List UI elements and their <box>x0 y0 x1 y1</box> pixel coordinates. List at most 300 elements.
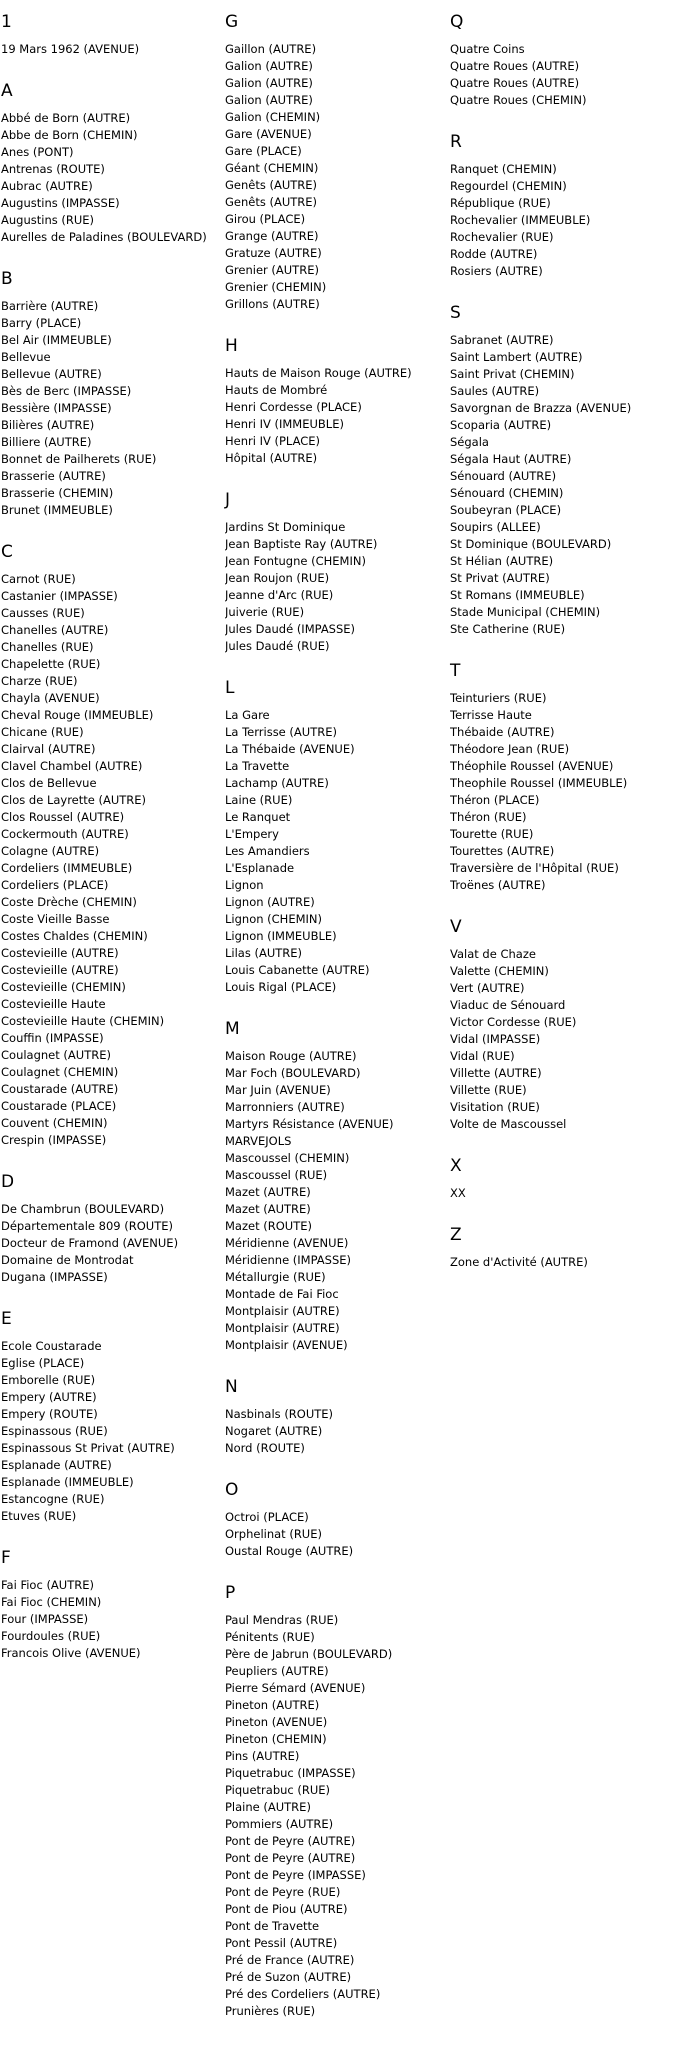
street-link[interactable]: Ste Catherine (RUE) <box>450 622 566 636</box>
list-item <box>450 212 672 229</box>
street-link[interactable]: Lignon (IMMEUBLE) <box>225 929 337 943</box>
list-item <box>225 194 445 211</box>
street-link[interactable]: Galion (AUTRE) <box>225 59 313 73</box>
street-link[interactable]: L'Esplanade <box>225 861 295 875</box>
street-link[interactable]: Savorgnan de Brazza (AVENUE) <box>450 401 632 415</box>
section-letter-heading: O <box>225 1480 239 1500</box>
street-link[interactable]: Bessière (IMPASSE) <box>1 401 112 415</box>
street-link[interactable]: Mascoussel (RUE) <box>225 1168 328 1182</box>
list-item <box>1 656 221 673</box>
list-item <box>1 996 221 1013</box>
street-link[interactable]: Costevieille (AUTRE) <box>1 963 119 977</box>
street-link[interactable]: Grange (AUTRE) <box>225 229 319 243</box>
street-link[interactable]: Nogaret (AUTRE) <box>225 1424 323 1438</box>
street-link[interactable]: Hauts de Mombré <box>225 383 328 397</box>
street-link[interactable]: Vert (AUTRE) <box>450 981 525 995</box>
street-link[interactable]: Henri IV (PLACE) <box>225 434 321 448</box>
street-link[interactable]: Teinturiers (RUE) <box>450 691 547 705</box>
street-link[interactable]: Costevieille Haute <box>1 997 106 1011</box>
list-item <box>225 843 445 860</box>
street-link[interactable]: Volte de Mascoussel <box>450 1117 567 1131</box>
street-link[interactable]: Vidal (IMPASSE) <box>450 1032 541 1046</box>
street-link[interactable]: Chayla (AVENUE) <box>1 691 100 705</box>
street-link[interactable]: Barry (PLACE) <box>1 316 82 330</box>
list-item <box>225 809 445 826</box>
street-link[interactable]: Terrisse Haute <box>450 708 532 722</box>
street-list <box>450 1185 672 1202</box>
street-link[interactable]: Coulagnet (CHEMIN) <box>1 1065 119 1079</box>
street-link[interactable]: Mazet (AUTRE) <box>225 1202 311 1216</box>
street-link[interactable]: Jules Daudé (RUE) <box>225 639 330 653</box>
list-item <box>450 434 672 451</box>
street-link[interactable]: Quatre Roues (AUTRE) <box>450 76 580 90</box>
street-list <box>225 1048 445 1354</box>
street-link[interactable]: Henri IV (IMMEUBLE) <box>225 417 344 431</box>
street-link[interactable]: Domaine de Montrodat <box>1 1253 134 1267</box>
list-item <box>225 775 445 792</box>
street-link[interactable]: Carnot (RUE) <box>1 572 76 586</box>
street-link[interactable]: Chapelette (RUE) <box>1 657 101 671</box>
list-item <box>225 1184 445 1201</box>
street-link[interactable]: Pont de Peyre (IMPASSE) <box>225 1868 366 1882</box>
list-item <box>450 826 672 843</box>
street-link[interactable]: Causses (RUE) <box>1 606 85 620</box>
street-link[interactable]: Tourette (RUE) <box>450 827 534 841</box>
letter-section <box>450 1156 672 1202</box>
street-link[interactable]: Antrenas (ROUTE) <box>1 162 105 176</box>
street-link[interactable]: Pont de Peyre (AUTRE) <box>225 1834 356 1848</box>
street-link[interactable]: Empery (ROUTE) <box>1 1407 98 1421</box>
street-link[interactable]: Clos Roussel (AUTRE) <box>1 810 125 824</box>
street-link[interactable]: Abbe de Born (CHEMIN) <box>1 128 138 142</box>
street-link[interactable]: Aurelles de Paladines (BOULEVARD) <box>1 230 207 244</box>
street-link[interactable]: Stade Municipal (CHEMIN) <box>450 605 601 619</box>
street-link[interactable]: Pré des Cordeliers (AUTRE) <box>225 1987 381 2001</box>
street-link[interactable]: Sabranet (AUTRE) <box>450 333 554 347</box>
street-link[interactable]: Brunet (IMMEUBLE) <box>1 503 113 517</box>
street-link[interactable]: Clos de Layrette (AUTRE) <box>1 793 147 807</box>
list-item <box>225 1918 445 1935</box>
street-link[interactable]: Laine (RUE) <box>225 793 293 807</box>
street-link[interactable]: Girou (PLACE) <box>225 212 306 226</box>
street-link[interactable]: La Travette <box>225 759 290 773</box>
list-item <box>1 502 221 519</box>
list-item <box>225 1612 445 1629</box>
street-link[interactable]: Couvent (CHEMIN) <box>1 1116 108 1130</box>
street-link[interactable]: Jean Fontugne (CHEMIN) <box>225 554 366 568</box>
street-link[interactable]: Grenier (CHEMIN) <box>225 280 327 294</box>
street-link[interactable]: Bellevue (AUTRE) <box>1 367 102 381</box>
letter-section <box>450 303 672 638</box>
list-item <box>1 127 221 144</box>
list-item <box>1 792 221 809</box>
street-link[interactable]: Juiverie (RUE) <box>225 605 305 619</box>
letter-section <box>225 1377 445 1457</box>
street-link[interactable]: Cockermouth (AUTRE) <box>1 827 129 841</box>
list-item <box>225 1816 445 1833</box>
street-link[interactable]: Clairval (AUTRE) <box>1 742 96 756</box>
street-link[interactable]: L'Empery <box>225 827 279 841</box>
list-item <box>1 110 221 127</box>
street-link[interactable]: Troënes (AUTRE) <box>450 878 546 892</box>
street-link[interactable]: Rochevalier (RUE) <box>450 230 554 244</box>
street-link[interactable]: Quatre Roues (CHEMIN) <box>450 93 587 107</box>
street-link[interactable]: Mar Juin (AVENUE) <box>225 1083 331 1097</box>
street-link[interactable]: Peupliers (AUTRE) <box>225 1664 329 1678</box>
street-link[interactable]: Thébaide (AUTRE) <box>450 725 555 739</box>
street-link[interactable]: Coste Vieille Basse <box>1 912 110 926</box>
street-link[interactable]: Estancogne (RUE) <box>1 1492 105 1506</box>
street-link[interactable]: Martyrs Résistance (AVENUE) <box>225 1117 394 1131</box>
street-link[interactable]: Pierre Sémard (AVENUE) <box>225 1681 366 1695</box>
street-link[interactable]: Pont de Piou (AUTRE) <box>225 1902 348 1916</box>
street-link[interactable]: Jeanne d'Arc (RUE) <box>225 588 334 602</box>
street-link[interactable]: De Chambrun (BOULEVARD) <box>1 1202 165 1216</box>
street-link[interactable]: Pommiers (AUTRE) <box>225 1817 334 1831</box>
street-link[interactable]: Aubrac (AUTRE) <box>1 179 93 193</box>
street-link[interactable]: Géant (CHEMIN) <box>225 161 319 175</box>
street-link[interactable]: Gare (PLACE) <box>225 144 302 158</box>
street-link[interactable]: Méridienne (AVENUE) <box>225 1236 349 1250</box>
street-link[interactable]: XX <box>450 1186 466 1200</box>
list-item <box>225 1731 445 1748</box>
street-link[interactable]: Louis Rigal (PLACE) <box>225 980 337 994</box>
street-link[interactable]: Oustal Rouge (AUTRE) <box>225 1544 354 1558</box>
street-link[interactable]: République (RUE) <box>450 196 551 210</box>
street-link[interactable]: Barrière (AUTRE) <box>1 299 99 313</box>
street-link[interactable]: Louis Cabanette (AUTRE) <box>225 963 370 977</box>
street-link[interactable]: 19 Mars 1962 (AVENUE) <box>1 42 140 56</box>
street-link[interactable]: Jean Roujon (RUE) <box>225 571 330 585</box>
list-item <box>225 1543 445 1560</box>
street-link[interactable]: Marronniers (AUTRE) <box>225 1100 345 1114</box>
street-link[interactable]: Lachamp (AUTRE) <box>225 776 329 790</box>
street-link[interactable]: Gratuze (AUTRE) <box>225 246 322 260</box>
street-link[interactable]: Théron (RUE) <box>450 810 527 824</box>
street-link[interactable]: Vidal (RUE) <box>450 1049 515 1063</box>
street-link[interactable]: MARVEJOLS <box>225 1134 292 1148</box>
street-link[interactable]: Costevieille Haute (CHEMIN) <box>1 1014 165 1028</box>
street-link[interactable]: Montade de Fai Fioc <box>225 1287 339 1301</box>
street-link[interactable]: Hôpital (AUTRE) <box>225 451 318 465</box>
letter-section <box>225 12 445 313</box>
street-link[interactable]: Les Amandiers <box>225 844 310 858</box>
street-link[interactable]: Traversière de l'Hôpital (RUE) <box>450 861 619 875</box>
street-link[interactable]: Père de Jabrun (BOULEVARD) <box>225 1647 393 1661</box>
list-item <box>225 1629 445 1646</box>
street-link[interactable]: Nord (ROUTE) <box>225 1441 305 1455</box>
street-link[interactable]: Espinassous St Privat (AUTRE) <box>1 1441 175 1455</box>
list-item <box>450 997 672 1014</box>
street-link[interactable]: Clavel Chambel (AUTRE) <box>1 759 143 773</box>
street-link[interactable]: Gaillon (AUTRE) <box>225 42 317 56</box>
street-link[interactable]: Esplanade (AUTRE) <box>1 1458 112 1472</box>
list-item <box>225 1884 445 1901</box>
street-link[interactable]: Chicane (RUE) <box>1 725 84 739</box>
list-item <box>225 1065 445 1082</box>
street-link[interactable]: Théodore Jean (RUE) <box>450 742 570 756</box>
street-link[interactable]: Ranquet (CHEMIN) <box>450 162 557 176</box>
street-link[interactable]: Montplaisir (AVENUE) <box>225 1338 348 1352</box>
letter-section <box>225 1019 445 1354</box>
street-link[interactable]: Brasserie (AUTRE) <box>1 469 106 483</box>
list-item <box>225 160 445 177</box>
street-link[interactable]: Costes Chaldes (CHEMIN) <box>1 929 148 943</box>
street-link[interactable]: Grenier (AUTRE) <box>225 263 319 277</box>
street-link[interactable]: Anes (PONT) <box>1 145 74 159</box>
street-link[interactable]: Quatre Roues (AUTRE) <box>450 59 580 73</box>
street-link[interactable]: Méridienne (IMPASSE) <box>225 1253 352 1267</box>
street-link[interactable]: Billiere (AUTRE) <box>1 435 92 449</box>
street-link[interactable]: Fourdoules (RUE) <box>1 1629 101 1643</box>
street-link[interactable]: Quatre Coins <box>450 42 525 56</box>
list-item <box>450 468 672 485</box>
street-link[interactable]: Jules Daudé (IMPASSE) <box>225 622 356 636</box>
street-link[interactable]: Chanelles (RUE) <box>1 640 94 654</box>
list-item <box>1 1132 221 1149</box>
street-link[interactable]: Pineton (CHEMIN) <box>225 1732 327 1746</box>
street-link[interactable]: Villette (RUE) <box>450 1083 527 1097</box>
street-link[interactable]: Jardins St Dominique <box>225 520 346 534</box>
street-link[interactable]: Bilières (AUTRE) <box>1 418 95 432</box>
street-link[interactable]: Nasbinals (ROUTE) <box>225 1407 334 1421</box>
street-link[interactable]: Saint Privat (CHEMIN) <box>450 367 575 381</box>
street-link[interactable]: Lignon (AUTRE) <box>225 895 315 909</box>
street-link[interactable]: St Dominique (BOULEVARD) <box>450 537 612 551</box>
street-link[interactable]: Piquetrabuc (IMPASSE) <box>225 1766 356 1780</box>
street-link[interactable]: Métallurgie (RUE) <box>225 1270 326 1284</box>
street-link[interactable]: St Hélian (AUTRE) <box>450 554 554 568</box>
street-link[interactable]: Coste Drèche (CHEMIN) <box>1 895 137 909</box>
street-link[interactable]: Tourettes (AUTRE) <box>450 844 555 858</box>
street-link[interactable]: Augustins (IMPASSE) <box>1 196 120 210</box>
list-item <box>225 1952 445 1969</box>
list-item <box>450 1048 672 1065</box>
list-item <box>225 1218 445 1235</box>
list-item <box>225 1235 445 1252</box>
street-link[interactable]: Fai Fioc (AUTRE) <box>1 1578 94 1592</box>
street-link[interactable]: Plaine (AUTRE) <box>225 1800 311 1814</box>
street-link[interactable]: Cheval Rouge (IMMEUBLE) <box>1 708 154 722</box>
street-link[interactable]: Galion (CHEMIN) <box>225 110 321 124</box>
street-link[interactable]: Pineton (AVENUE) <box>225 1715 328 1729</box>
street-link[interactable]: Couffin (IMPASSE) <box>1 1031 104 1045</box>
street-link[interactable]: Pont de Peyre (AUTRE) <box>225 1851 356 1865</box>
street-link[interactable]: Rochevalier (IMMEUBLE) <box>450 213 591 227</box>
street-link[interactable]: Francois Olive (AVENUE) <box>1 1646 141 1660</box>
street-link[interactable]: Sénouard (CHEMIN) <box>450 486 564 500</box>
street-link[interactable]: Lignon <box>225 878 264 892</box>
street-link[interactable]: Bellevue <box>1 350 51 364</box>
street-link[interactable]: Lignon (CHEMIN) <box>225 912 323 926</box>
street-link[interactable]: Mascoussel (CHEMIN) <box>225 1151 350 1165</box>
street-link[interactable]: Bès de Berc (IMPASSE) <box>1 384 132 398</box>
street-link[interactable]: Piquetrabuc (RUE) <box>225 1783 331 1797</box>
list-item <box>1 1577 221 1594</box>
list-item <box>225 433 445 450</box>
street-link[interactable]: Valette (CHEMIN) <box>450 964 549 978</box>
street-link[interactable]: Valat de Chaze <box>450 947 536 961</box>
street-link[interactable]: Chanelles (AUTRE) <box>1 623 109 637</box>
street-link[interactable]: Paul Mendras (RUE) <box>225 1613 339 1627</box>
section-letter-heading: V <box>450 917 462 937</box>
street-link[interactable]: Pénitents (RUE) <box>225 1630 315 1644</box>
street-link[interactable]: Emborelle (RUE) <box>1 1373 96 1387</box>
street-link[interactable]: Cordeliers (PLACE) <box>1 878 109 892</box>
street-link[interactable]: Galion (AUTRE) <box>225 93 313 107</box>
street-link[interactable]: Four (IMPASSE) <box>1 1612 89 1626</box>
street-link[interactable]: Colagne (AUTRE) <box>1 844 100 858</box>
list-item <box>225 519 445 536</box>
street-link[interactable]: Crespin (IMPASSE) <box>1 1133 107 1147</box>
list-item <box>1 229 221 246</box>
street-link[interactable]: Ecole Coustarade <box>1 1339 102 1353</box>
list-item <box>1 1491 221 1508</box>
street-link[interactable]: Costevieille (AUTRE) <box>1 946 119 960</box>
street-link[interactable]: Coustarade (PLACE) <box>1 1099 117 1113</box>
street-link[interactable]: Rosiers (AUTRE) <box>450 264 543 278</box>
list-item <box>1 212 221 229</box>
column-2 <box>225 0 445 2043</box>
street-link[interactable]: Octroi (PLACE) <box>225 1510 309 1524</box>
list-item <box>450 41 672 58</box>
street-link[interactable]: Costevieille (CHEMIN) <box>1 980 126 994</box>
street-list <box>225 707 445 996</box>
street-link[interactable]: Zone d'Activité (AUTRE) <box>450 1255 588 1269</box>
street-link[interactable]: Pins (AUTRE) <box>225 1749 300 1763</box>
list-item <box>225 1935 445 1952</box>
list-item <box>1 1338 221 1355</box>
street-link[interactable]: Pré de France (AUTRE) <box>225 1953 355 1967</box>
street-link[interactable]: Pineton (AUTRE) <box>225 1698 320 1712</box>
street-list <box>225 41 445 313</box>
street-link[interactable]: Dugana (IMPASSE) <box>1 1270 108 1284</box>
street-link[interactable]: Pont Pessil (AUTRE) <box>225 1936 338 1950</box>
list-item <box>225 1048 445 1065</box>
list-item <box>225 1799 445 1816</box>
list-item <box>225 143 445 160</box>
street-link[interactable]: Orphelinat (RUE) <box>225 1527 322 1541</box>
street-link[interactable]: Grillons (AUTRE) <box>225 297 320 311</box>
street-link[interactable]: Sénouard (AUTRE) <box>450 469 557 483</box>
street-link[interactable]: Brasserie (CHEMIN) <box>1 486 114 500</box>
street-link[interactable]: Bonnet de Pailherets (RUE) <box>1 452 157 466</box>
street-link[interactable]: Augustins (RUE) <box>1 213 95 227</box>
street-link[interactable]: Mazet (ROUTE) <box>225 1219 312 1233</box>
street-link[interactable]: Galion (AUTRE) <box>225 76 313 90</box>
street-link[interactable]: Abbé de Born (AUTRE) <box>1 111 131 125</box>
list-item <box>450 1254 672 1271</box>
street-link[interactable]: Mar Foch (BOULEVARD) <box>225 1066 361 1080</box>
street-link[interactable]: Théron (PLACE) <box>450 793 540 807</box>
street-link[interactable]: Pont de Travette <box>225 1919 320 1933</box>
street-link[interactable]: Docteur de Framond (AVENUE) <box>1 1236 179 1250</box>
list-item <box>225 1423 445 1440</box>
street-link[interactable]: Viaduc de Sénouard <box>450 998 566 1012</box>
street-link[interactable]: Villette (AUTRE) <box>450 1066 542 1080</box>
street-link[interactable]: Soupirs (ALLEE) <box>450 520 541 534</box>
street-link[interactable]: Soubeyran (PLACE) <box>450 503 562 517</box>
list-item <box>450 843 672 860</box>
street-link[interactable]: Scoparia (AUTRE) <box>450 418 552 432</box>
list-item <box>225 177 445 194</box>
street-link[interactable]: Lilas (AUTRE) <box>225 946 303 960</box>
street-link[interactable]: St Privat (AUTRE) <box>450 571 550 585</box>
street-link[interactable]: Gare (AVENUE) <box>225 127 312 141</box>
street-link[interactable]: Castanier (IMPASSE) <box>1 589 118 603</box>
street-list <box>450 1254 672 1271</box>
list-item <box>1 1508 221 1525</box>
list-item <box>450 229 672 246</box>
section-letter-heading: R <box>450 132 462 152</box>
street-link[interactable]: Fai Fioc (CHEMIN) <box>1 1595 102 1609</box>
list-item <box>225 1150 445 1167</box>
list-item <box>450 451 672 468</box>
street-link[interactable]: Ségala <box>450 435 489 449</box>
street-link[interactable]: Henri Cordesse (PLACE) <box>225 400 362 414</box>
section-letter-heading: F <box>1 1548 11 1568</box>
street-link[interactable]: Charze (RUE) <box>1 674 78 688</box>
list-item <box>450 195 672 212</box>
street-link[interactable]: Genêts (AUTRE) <box>225 195 318 209</box>
street-link[interactable]: Cordeliers (IMMEUBLE) <box>1 861 133 875</box>
street-link[interactable]: Jean Baptiste Ray (AUTRE) <box>225 537 378 551</box>
street-link[interactable]: Hauts de Maison Rouge (AUTRE) <box>225 366 412 380</box>
street-link[interactable]: Genêts (AUTRE) <box>225 178 318 192</box>
street-link[interactable]: Clos de Bellevue <box>1 776 97 790</box>
street-link[interactable]: Empery (AUTRE) <box>1 1390 97 1404</box>
street-link[interactable]: Saules (AUTRE) <box>450 384 540 398</box>
street-link[interactable]: La Terrisse (AUTRE) <box>225 725 337 739</box>
street-link[interactable]: Pont de Peyre (RUE) <box>225 1885 341 1899</box>
street-link[interactable]: Rodde (AUTRE) <box>450 247 538 261</box>
street-link[interactable]: Pré de Suzon (AUTRE) <box>225 1970 352 1984</box>
street-link[interactable]: Prunières (RUE) <box>225 2004 316 2018</box>
street-link[interactable]: Ségala Haut (AUTRE) <box>450 452 572 466</box>
list-item <box>225 245 445 262</box>
letter-section <box>1 542 221 1149</box>
street-link[interactable]: La Thébaide (AVENUE) <box>225 742 355 756</box>
street-link[interactable]: Montplaisir (AUTRE) <box>225 1321 340 1335</box>
street-link[interactable]: Esplanade (IMMEUBLE) <box>1 1475 134 1489</box>
street-link[interactable]: Maison Rouge (AUTRE) <box>225 1049 357 1063</box>
list-item <box>225 638 445 655</box>
street-link[interactable]: Bel Air (IMMEUBLE) <box>1 333 112 347</box>
street-link[interactable]: Etuves (RUE) <box>1 1509 77 1523</box>
list-item <box>225 1099 445 1116</box>
street-link[interactable]: Le Ranquet <box>225 810 291 824</box>
street-link[interactable]: Regourdel (CHEMIN) <box>450 179 567 193</box>
section-letter-heading: S <box>450 303 461 323</box>
street-link[interactable]: Coustarade (AUTRE) <box>1 1082 119 1096</box>
street-link[interactable]: Montplaisir (AUTRE) <box>225 1304 340 1318</box>
street-link[interactable]: St Romans (IMMEUBLE) <box>450 588 585 602</box>
list-item <box>1 1047 221 1064</box>
street-link[interactable]: Coulagnet (AUTRE) <box>1 1048 111 1062</box>
letter-section <box>450 12 672 109</box>
street-link[interactable]: Eglise (PLACE) <box>1 1356 85 1370</box>
street-link[interactable]: Saint Lambert (AUTRE) <box>450 350 583 364</box>
street-link[interactable]: Théophile Roussel (AVENUE) <box>450 759 614 773</box>
street-link[interactable]: Espinassous (RUE) <box>1 1424 108 1438</box>
street-link[interactable]: Visitation (RUE) <box>450 1100 540 1114</box>
street-link[interactable]: La Gare <box>225 708 270 722</box>
street-link[interactable]: Mazet (AUTRE) <box>225 1185 311 1199</box>
list-item <box>1 1423 221 1440</box>
street-link[interactable]: Départementale 809 (ROUTE) <box>1 1219 173 1233</box>
street-link[interactable]: Theophile Roussel (IMMEUBLE) <box>450 776 628 790</box>
street-link[interactable]: Victor Cordesse (RUE) <box>450 1015 577 1029</box>
